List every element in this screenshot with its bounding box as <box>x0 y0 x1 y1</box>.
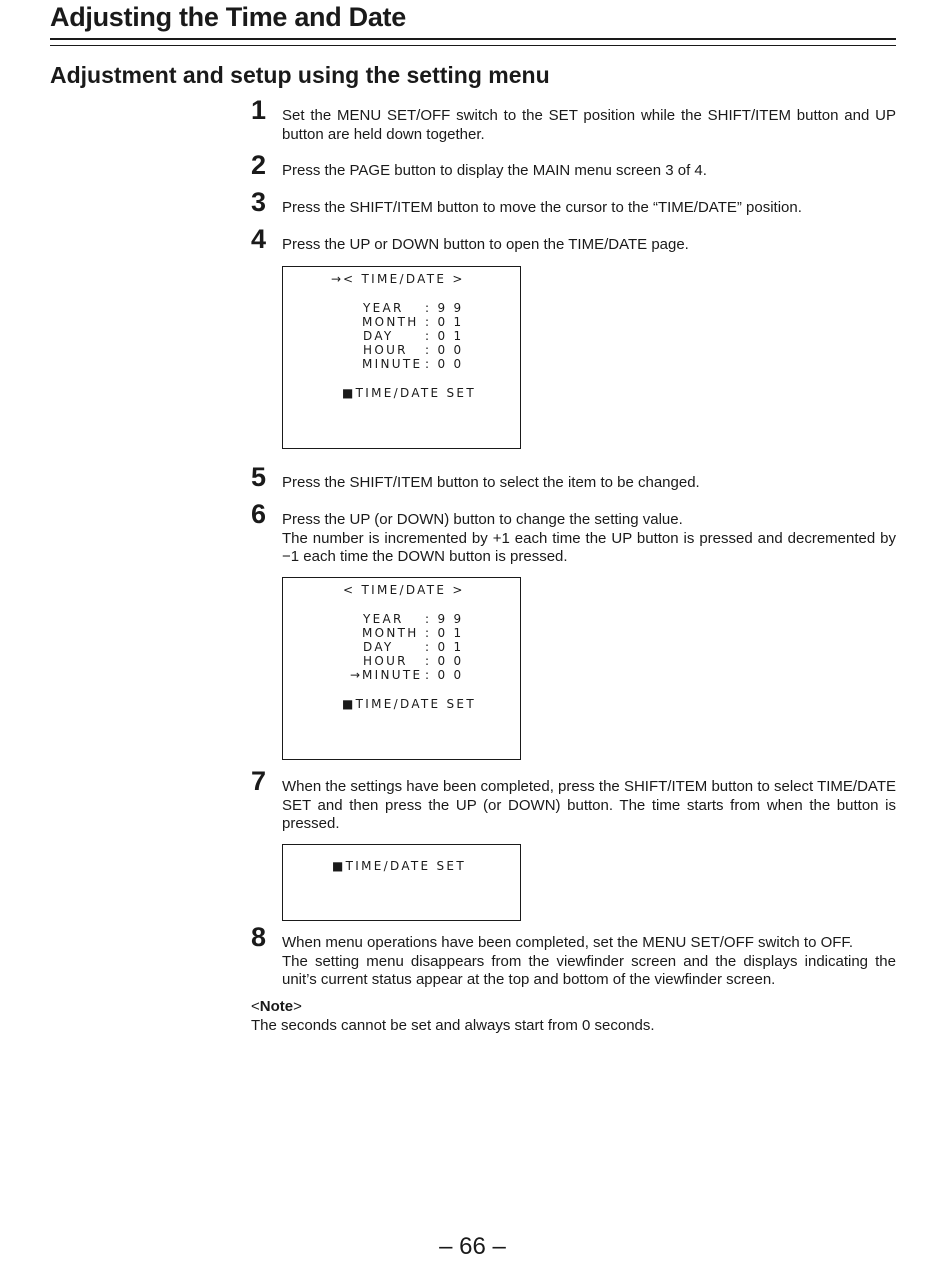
note <box>251 998 896 1035</box>
row-value-minute: : 0 0 <box>425 668 464 682</box>
step-6 <box>251 499 896 567</box>
step-text: Press the PAGE button to display the MAIN menu screen 3 of 4. <box>282 162 707 179</box>
row-label-month: MONTH <box>362 626 419 640</box>
step-text: Set the MENU SET/OFF switch to the SET position while the SHIFT/ITEM button and UP button are held down together. <box>282 107 896 143</box>
note-close-bracket: > <box>293 998 302 1015</box>
row-label-minute: MINUTE <box>362 357 423 371</box>
screen-footer: ■TIME/DATE SET <box>332 859 466 873</box>
row-label-day: DAY <box>363 640 394 654</box>
page-number: – 66 – <box>439 1233 506 1260</box>
step-1 <box>251 95 896 144</box>
step-text: Press the UP (or DOWN) button to change the setting value. <box>282 511 683 528</box>
menu-screen-time-date-minute <box>282 577 521 760</box>
note-text: The seconds cannot be set and always start from 0 seconds. <box>251 1016 655 1034</box>
step-7 <box>251 766 896 834</box>
note-heading <box>251 998 896 1017</box>
row-value-year: : 9 9 <box>425 301 464 315</box>
screen-header: < TIME/DATE > <box>343 272 465 286</box>
screen-header: < TIME/DATE > <box>343 583 465 597</box>
cursor-arrow-icon: → <box>331 272 344 286</box>
step-8 <box>251 922 896 990</box>
row-value-month: : 0 1 <box>425 315 464 329</box>
row-value-hour: : 0 0 <box>425 343 464 357</box>
title-rule-thick <box>50 38 896 40</box>
row-value-year: : 9 9 <box>425 612 464 626</box>
cursor-arrow-icon: → <box>350 668 363 682</box>
row-label-day: DAY <box>363 329 394 343</box>
step-number: 8 <box>251 922 267 952</box>
step-4 <box>251 224 896 255</box>
row-label-minute: MINUTE <box>362 668 423 682</box>
title-rule-thin <box>50 45 896 46</box>
menu-screen-time-date <box>282 266 521 449</box>
step-text: When menu operations have been completed, set the MENU SET/OFF switch to OFF. <box>282 934 854 951</box>
section-title: Adjustment and setup using the setting menu <box>50 62 550 88</box>
step-number: 7 <box>251 766 267 796</box>
step-text-detail: The setting menu disappears from the viewfinder screen and the displays indicating the unit’s current status appear at the top and bottom of the viewfinder screen. <box>282 952 896 988</box>
step-3 <box>251 187 896 218</box>
row-value-day: : 0 1 <box>425 640 464 654</box>
step-number: 6 <box>251 499 267 529</box>
step-2 <box>251 150 896 181</box>
step-number: 3 <box>251 187 267 217</box>
screen-footer: ■TIME/DATE SET <box>342 697 476 711</box>
screen-footer: ■TIME/DATE SET <box>342 386 476 400</box>
row-label-hour: HOUR <box>363 343 408 357</box>
row-value-day: : 0 1 <box>425 329 464 343</box>
note-open-bracket: < <box>251 998 260 1015</box>
menu-screen-time-date-set <box>282 844 521 921</box>
row-value-hour: : 0 0 <box>425 654 464 668</box>
step-text: When the settings have been completed, press the SHIFT/ITEM button to select TIME/DATE SET and then press the UP (or DOWN) button. The time starts from when the button is pressed. <box>282 778 896 832</box>
row-label-month: MONTH <box>362 315 419 329</box>
step-5 <box>251 462 896 493</box>
note-label: Note <box>259 998 294 1015</box>
row-label-year: YEAR <box>363 612 404 626</box>
step-number: 1 <box>251 95 267 125</box>
row-label-hour: HOUR <box>363 654 408 668</box>
row-label-year: YEAR <box>363 301 404 315</box>
step-text: Press the SHIFT/ITEM button to select the item to be changed. <box>282 474 700 491</box>
step-number: 5 <box>251 462 267 492</box>
row-value-month: : 0 1 <box>425 626 464 640</box>
step-text-detail: The number is incremented by +1 each time the UP button is pressed and decremented by −1 each time the DOWN button is pressed. <box>282 529 896 565</box>
row-value-minute: : 0 0 <box>425 357 464 371</box>
step-text: Press the SHIFT/ITEM button to move the cursor to the “TIME/DATE” position. <box>282 199 802 216</box>
step-text: Press the UP or DOWN button to open the TIME/DATE page. <box>282 236 689 253</box>
page-title: Adjusting the Time and Date <box>50 2 406 32</box>
step-number: 4 <box>251 224 267 254</box>
step-number: 2 <box>251 150 267 180</box>
